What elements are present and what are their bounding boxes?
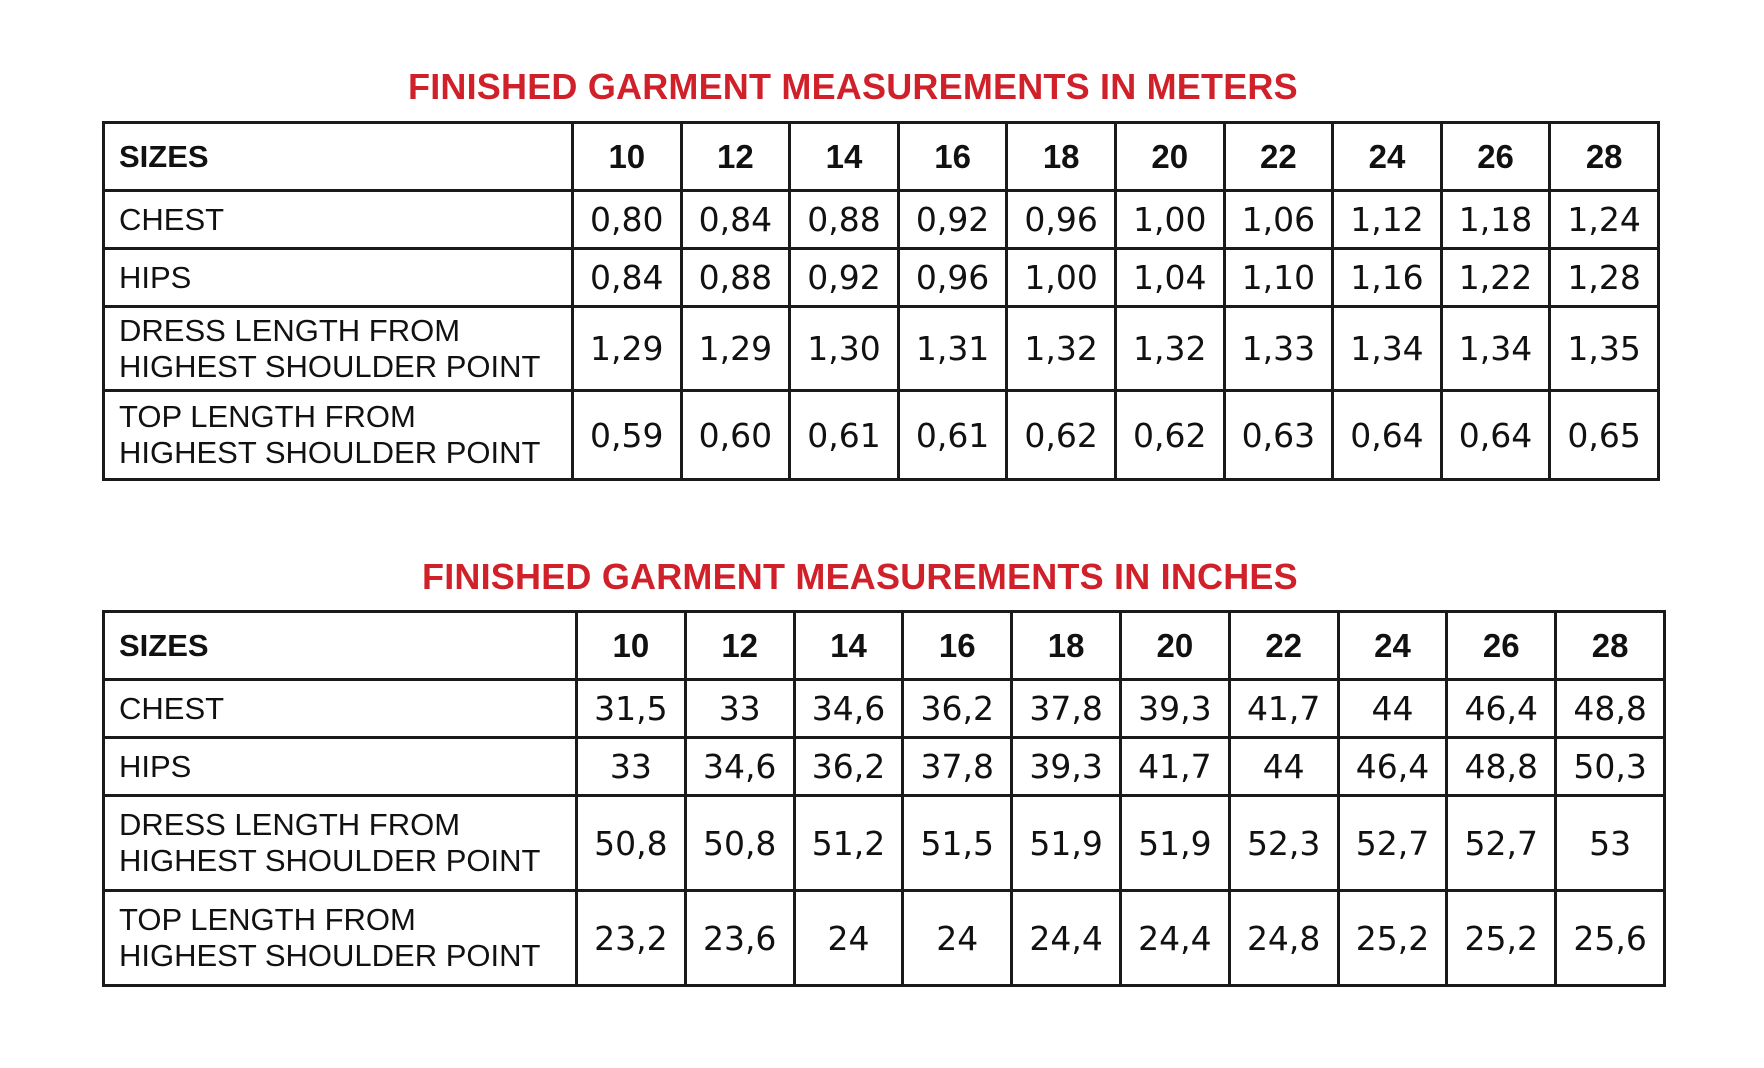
- size-header-cell: 20: [1120, 612, 1229, 680]
- measurement-label-line: HIPS: [119, 259, 192, 295]
- measurement-value: 44: [1229, 738, 1338, 796]
- size-header-cell: 22: [1229, 612, 1338, 680]
- inches-table-title: FINISHED GARMENT MEASUREMENTS IN INCHES: [422, 556, 1298, 597]
- measurement-value: 24,8: [1229, 891, 1338, 986]
- measurement-value: 39,3: [1120, 680, 1229, 738]
- measurement-label-line: TOP LENGTH FROM: [119, 399, 416, 435]
- size-header-cell: 26: [1447, 612, 1556, 680]
- table-row: [104, 891, 1665, 986]
- measurement-value: 1,34: [1441, 307, 1550, 391]
- size-header-cell: 16: [903, 612, 1012, 680]
- measurement-label: [104, 249, 573, 307]
- measurement-value: 51,5: [903, 796, 1012, 891]
- measurement-label: [104, 891, 577, 986]
- measurement-value: 1,33: [1224, 307, 1333, 391]
- measurement-value: 24: [903, 891, 1012, 986]
- measurement-value: 1,04: [1115, 249, 1224, 307]
- size-header-cell: 12: [685, 612, 794, 680]
- measurement-value: 24: [794, 891, 903, 986]
- measurement-value: 1,32: [1007, 307, 1116, 391]
- measurement-value: 23,6: [685, 891, 794, 986]
- measurement-value: 0,59: [573, 391, 682, 480]
- measurement-value: 24,4: [1120, 891, 1229, 986]
- measurement-value: 0,84: [681, 191, 790, 249]
- measurement-value: 1,29: [681, 307, 790, 391]
- size-header-cell: 14: [794, 612, 903, 680]
- measurement-value: 50,8: [685, 796, 794, 891]
- size-header-cell: 22: [1224, 123, 1333, 191]
- size-header-cell: 18: [1007, 123, 1116, 191]
- size-header-cell: 10: [577, 612, 686, 680]
- measurement-value: 51,9: [1120, 796, 1229, 891]
- measurement-value: 0,92: [898, 191, 1007, 249]
- size-header-cell: 14: [790, 123, 899, 191]
- measurement-value: 0,64: [1333, 391, 1442, 480]
- measurement-value: 1,16: [1333, 249, 1442, 307]
- measurement-value: 0,88: [681, 249, 790, 307]
- measurement-value: 53: [1556, 796, 1665, 891]
- size-header-cell: 28: [1550, 123, 1659, 191]
- size-header-cell: 26: [1441, 123, 1550, 191]
- measurement-value: 33: [577, 738, 686, 796]
- measurement-label: [104, 191, 573, 249]
- measurement-value: 0,62: [1007, 391, 1116, 480]
- inches-size-table: [102, 610, 1666, 987]
- measurement-label: [104, 796, 577, 891]
- measurement-value: 0,92: [790, 249, 899, 307]
- table-row: [104, 796, 1665, 891]
- measurement-value: 44: [1338, 680, 1447, 738]
- measurement-value: 0,65: [1550, 391, 1659, 480]
- measurement-value: 52,7: [1447, 796, 1556, 891]
- measurement-label-line: DRESS LENGTH FROM: [119, 807, 461, 843]
- measurement-value: 1,22: [1441, 249, 1550, 307]
- measurement-label: [104, 738, 577, 796]
- measurement-value: 1,32: [1115, 307, 1224, 391]
- size-header-cell: 24: [1338, 612, 1447, 680]
- measurement-value: 46,4: [1447, 680, 1556, 738]
- measurement-value: 51,9: [1012, 796, 1121, 891]
- measurement-value: 1,18: [1441, 191, 1550, 249]
- size-header-cell: 28: [1556, 612, 1665, 680]
- table-row: [104, 249, 1659, 307]
- measurement-value: 1,34: [1333, 307, 1442, 391]
- measurement-value: 23,2: [577, 891, 686, 986]
- measurement-value: 25,2: [1447, 891, 1556, 986]
- size-header-cell: 20: [1115, 123, 1224, 191]
- measurement-label: [104, 391, 573, 480]
- meters-table-title: FINISHED GARMENT MEASUREMENTS IN METERS: [408, 66, 1298, 107]
- measurement-value: 24,4: [1012, 891, 1121, 986]
- measurement-value: 1,12: [1333, 191, 1442, 249]
- measurement-value: 1,24: [1550, 191, 1659, 249]
- measurement-value: 1,29: [573, 307, 682, 391]
- measurement-value: 25,6: [1556, 891, 1665, 986]
- measurement-value: 0,61: [898, 391, 1007, 480]
- measurement-value: 52,7: [1338, 796, 1447, 891]
- measurement-value: 48,8: [1447, 738, 1556, 796]
- measurement-value: 0,61: [790, 391, 899, 480]
- measurement-value: 34,6: [685, 738, 794, 796]
- measurement-label-line: HIGHEST SHOULDER POINT: [119, 843, 541, 878]
- measurement-value: 0,96: [1007, 191, 1116, 249]
- measurement-value: 50,3: [1556, 738, 1665, 796]
- size-header-cell: 16: [898, 123, 1007, 191]
- measurement-value: 0,88: [790, 191, 899, 249]
- sizes-label: SIZES: [104, 612, 577, 680]
- measurement-value: 0,84: [573, 249, 682, 307]
- measurement-label-line: HIGHEST SHOULDER POINT: [119, 348, 541, 384]
- table-row: [104, 391, 1659, 480]
- measurement-value: 0,62: [1115, 391, 1224, 480]
- measurement-value: 0,80: [573, 191, 682, 249]
- measurement-value: 52,3: [1229, 796, 1338, 891]
- measurement-value: 33: [685, 680, 794, 738]
- measurement-label-line: CHEST: [119, 201, 225, 237]
- measurement-value: 51,2: [794, 796, 903, 891]
- measurement-value: 50,8: [577, 796, 686, 891]
- measurement-value: 46,4: [1338, 738, 1447, 796]
- measurement-value: 39,3: [1012, 738, 1121, 796]
- measurement-value: 0,64: [1441, 391, 1550, 480]
- measurement-label: [104, 307, 573, 391]
- measurement-label-line: HIGHEST SHOULDER POINT: [119, 435, 541, 470]
- sizes-header-row: [104, 123, 1659, 191]
- measurement-value: 0,60: [681, 391, 790, 480]
- measurement-value: 41,7: [1229, 680, 1338, 738]
- measurement-value: 34,6: [794, 680, 903, 738]
- measurement-value: 1,00: [1115, 191, 1224, 249]
- size-header-cell: 12: [681, 123, 790, 191]
- measurement-value: 37,8: [1012, 680, 1121, 738]
- measurement-value: 31,5: [577, 680, 686, 738]
- measurement-value: 36,2: [794, 738, 903, 796]
- measurement-value: 1,28: [1550, 249, 1659, 307]
- meters-size-table: [102, 121, 1660, 481]
- measurement-value: 1,31: [898, 307, 1007, 391]
- measurement-value: 37,8: [903, 738, 1012, 796]
- measurement-value: 1,00: [1007, 249, 1116, 307]
- measurement-label-line: HIPS: [119, 748, 192, 784]
- sizes-header-row: [104, 612, 1665, 680]
- measurement-label-line: HIGHEST SHOULDER POINT: [119, 938, 541, 973]
- size-header-cell: 24: [1333, 123, 1442, 191]
- measurement-value: 36,2: [903, 680, 1012, 738]
- measurement-label-line: CHEST: [119, 690, 225, 726]
- size-header-cell: 18: [1012, 612, 1121, 680]
- table-row: [104, 738, 1665, 796]
- measurement-value: 0,96: [898, 249, 1007, 307]
- table-row: [104, 307, 1659, 391]
- measurement-value: 1,10: [1224, 249, 1333, 307]
- measurement-label-line: TOP LENGTH FROM: [119, 902, 416, 938]
- sizes-label: SIZES: [104, 123, 573, 191]
- measurement-value: 48,8: [1556, 680, 1665, 738]
- measurement-value: 1,35: [1550, 307, 1659, 391]
- measurement-value: 41,7: [1120, 738, 1229, 796]
- measurement-value: 25,2: [1338, 891, 1447, 986]
- size-header-cell: 10: [573, 123, 682, 191]
- table-row: [104, 680, 1665, 738]
- table-row: [104, 191, 1659, 249]
- measurement-value: 0,63: [1224, 391, 1333, 480]
- measurement-label: [104, 680, 577, 738]
- measurement-label-line: DRESS LENGTH FROM: [119, 312, 461, 348]
- measurement-value: 1,30: [790, 307, 899, 391]
- measurement-value: 1,06: [1224, 191, 1333, 249]
